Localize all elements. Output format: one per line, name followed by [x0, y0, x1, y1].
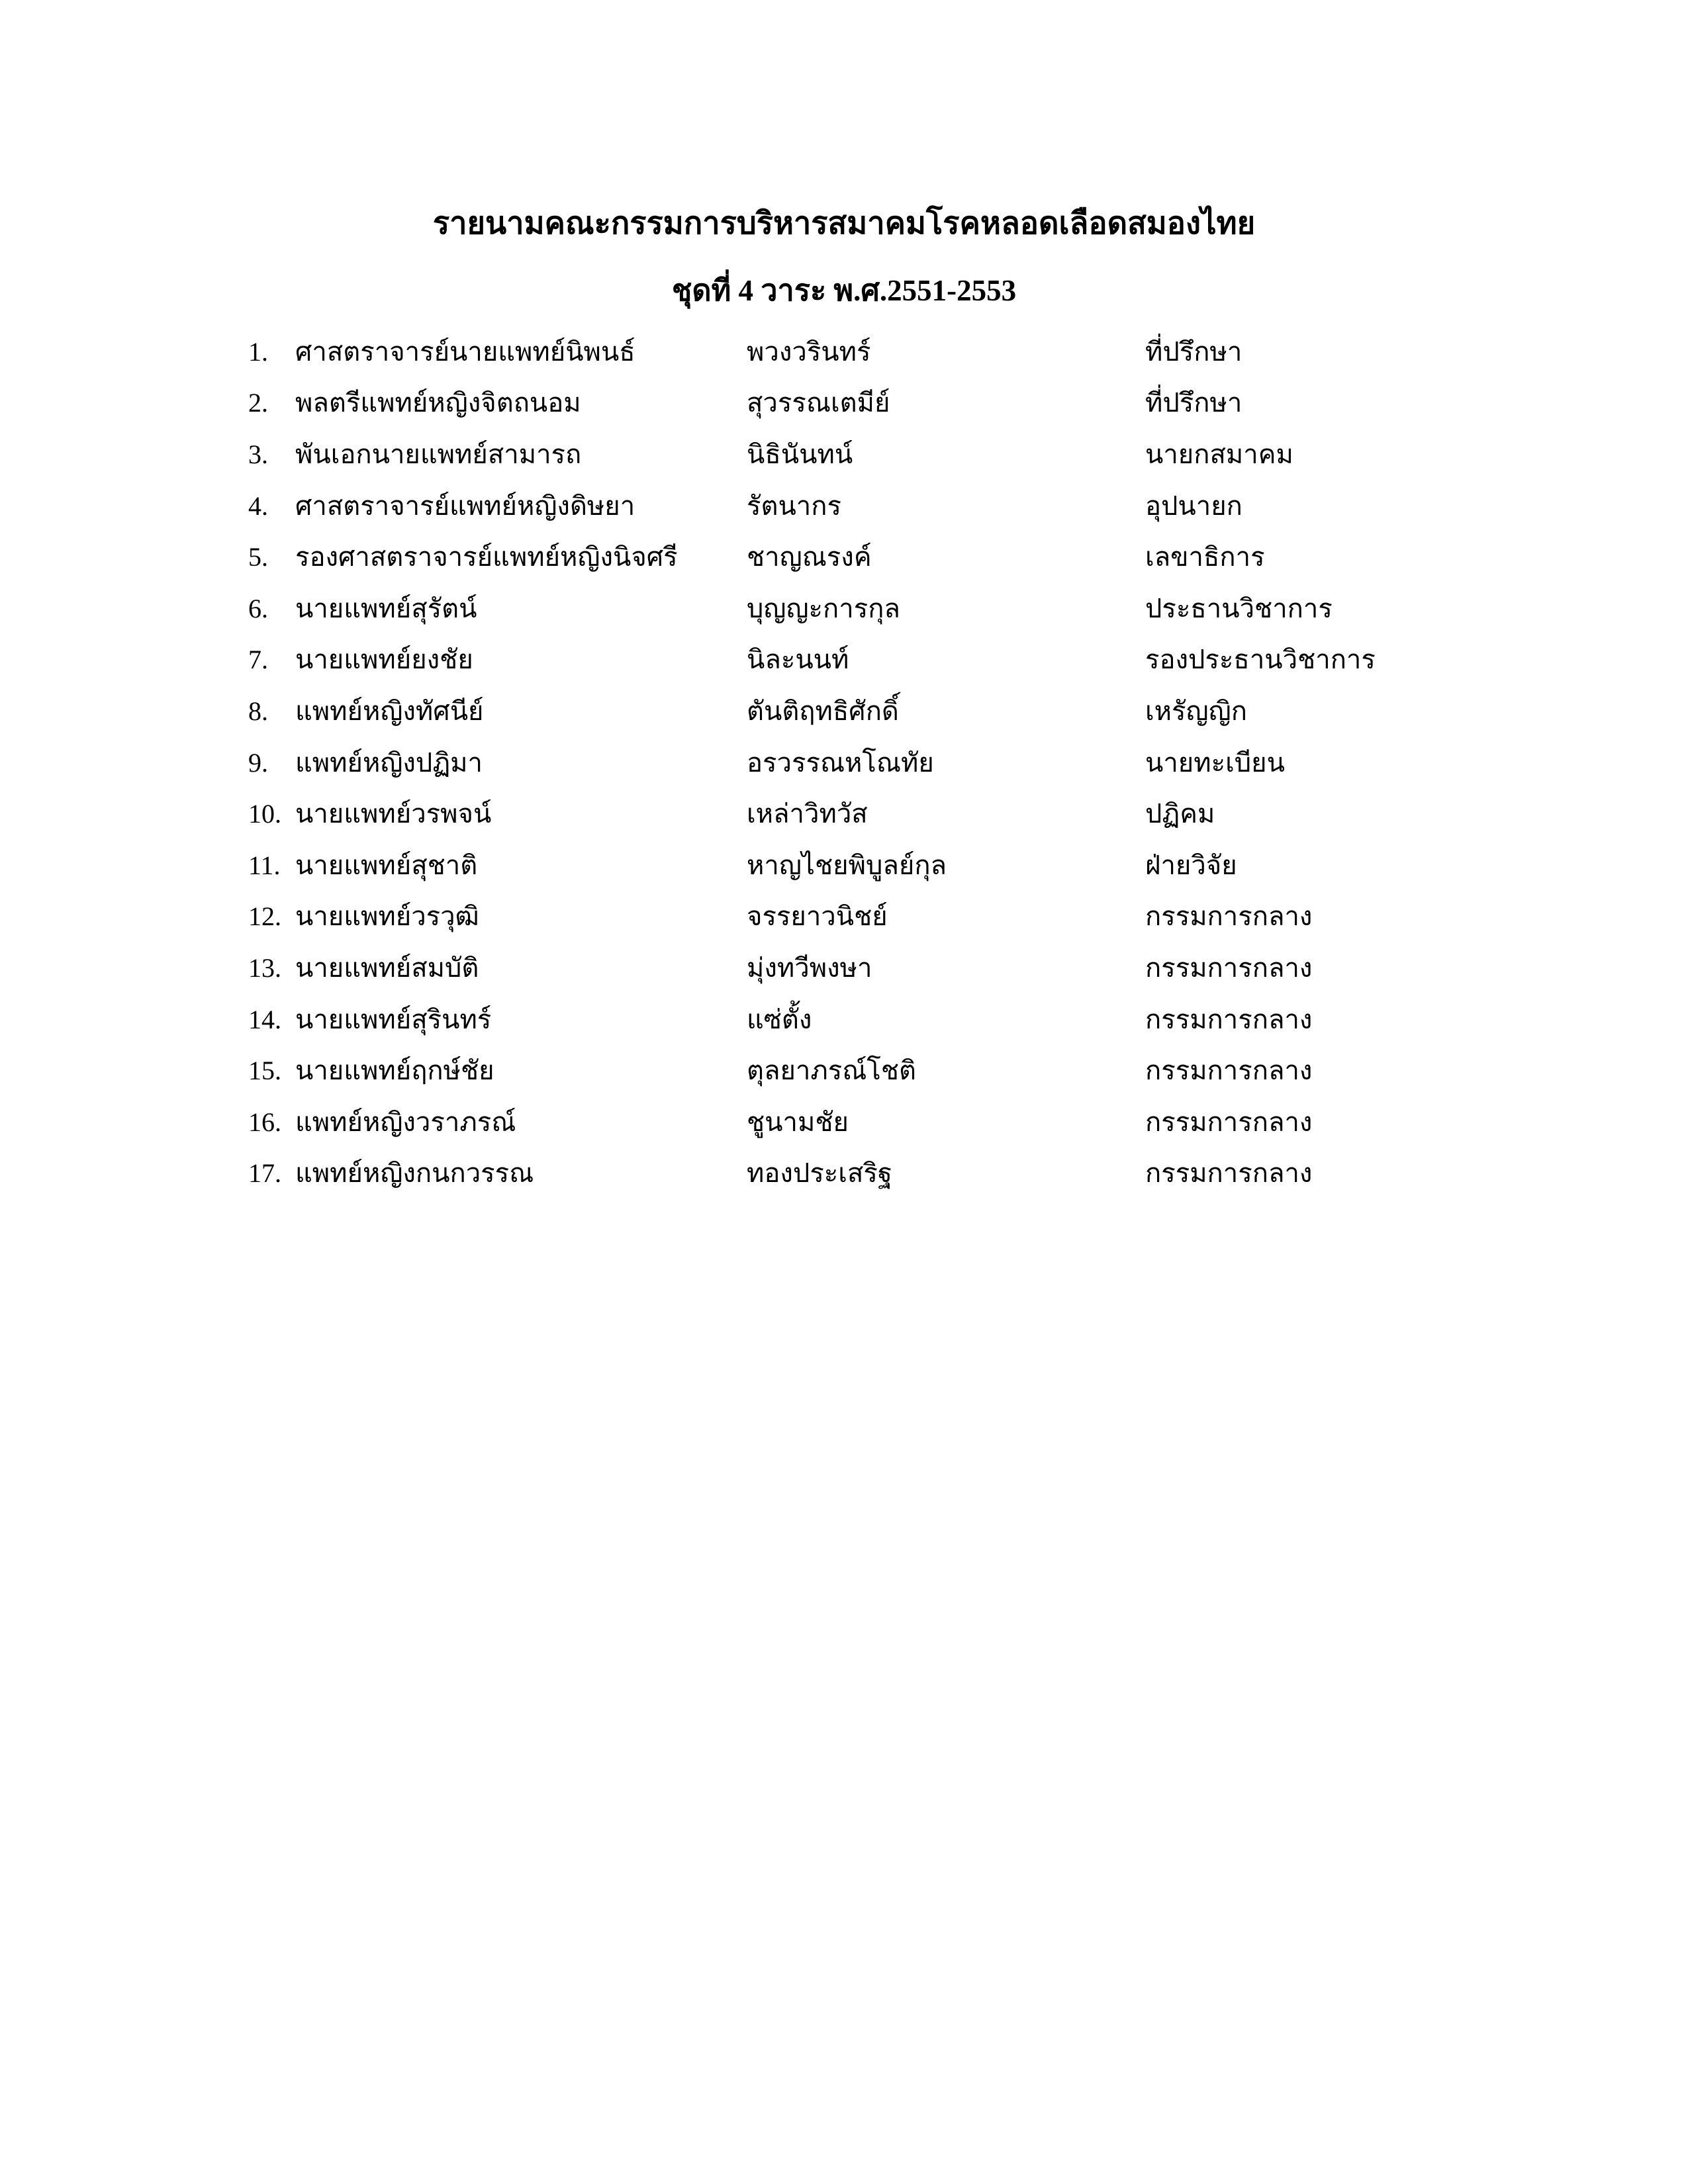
member-surname: ทองประเสริฐ [747, 1158, 892, 1189]
member-title-name: ศาสตราจารย์นายแพทย์นิพนธ์ [295, 336, 635, 367]
member-surname: เหล่าวิทวัส [747, 799, 868, 829]
member-surname: ชาญณรงค์ [747, 542, 872, 572]
member-position: กรรมการกลาง [1145, 1107, 1313, 1137]
member-surname: อรวรรณหโณทัย [747, 747, 934, 778]
member-position: นายทะเบียน [1145, 747, 1285, 778]
member-position: กรรมการกลาง [1145, 1158, 1313, 1189]
member-surname: จรรยาวนิชย์ [747, 901, 888, 932]
committee-member-list [248, 326, 1648, 1199]
member-title-name: แพทย์หญิงวราภรณ์ [295, 1107, 516, 1137]
member-number: 9. [248, 747, 268, 778]
member-number: 11. [248, 850, 281, 880]
committee-member-row [248, 994, 1648, 1046]
committee-member-row [248, 378, 1648, 430]
member-position: เหรัญญิก [1145, 696, 1247, 726]
committee-member-row [248, 686, 1648, 737]
member-title-name: นายแพทย์สมบัติ [295, 952, 479, 983]
member-position: ฝ่ายวิจัย [1145, 850, 1237, 880]
committee-member-row [248, 429, 1648, 480]
member-position: นายกสมาคม [1145, 439, 1293, 469]
member-surname: นิธินันทน์ [747, 439, 853, 469]
member-surname: หาญไชยพิบูลย์กุล [747, 850, 947, 880]
member-number: 10. [248, 799, 281, 829]
member-position: กรรมการกลาง [1145, 1004, 1313, 1034]
member-surname: สุวรรณเตมีย์ [747, 388, 890, 418]
committee-member-row [248, 635, 1648, 686]
member-title-name: พลตรีแพทย์หญิงจิตถนอม [295, 388, 581, 418]
member-title-name: นายแพทย์ฤกษ์ชัย [295, 1056, 494, 1086]
committee-member-row [248, 1097, 1648, 1148]
member-title-name: นายแพทย์สุรินทร์ [295, 1004, 492, 1034]
member-number: 14. [248, 1004, 281, 1034]
member-title-name: นายแพทย์ยงชัย [295, 645, 473, 675]
member-position: เลขาธิการ [1145, 542, 1265, 572]
committee-member-row [248, 480, 1648, 532]
committee-member-row [248, 891, 1648, 943]
member-number: 7. [248, 645, 268, 675]
member-number: 5. [248, 542, 268, 572]
member-title-name: แพทย์หญิงปฏิมา [295, 747, 483, 778]
member-surname: ตันติฤทธิศักดิ์ [747, 696, 899, 726]
committee-member-row [248, 326, 1648, 378]
member-surname: แซ่ตั้ง [747, 1004, 812, 1034]
member-surname: มุ่งทวีพงษา [747, 952, 872, 983]
member-title-name: แพทย์หญิงกนกวรรณ [295, 1158, 534, 1189]
member-number: 17. [248, 1158, 281, 1189]
member-title-name: รองศาสตราจารย์แพทย์หญิงนิจศรี [295, 542, 678, 572]
member-position: ปฏิคม [1145, 799, 1215, 829]
member-surname: ตุลยาภรณ์โชติ [747, 1056, 916, 1086]
member-position: อุปนายก [1145, 490, 1243, 521]
member-number: 12. [248, 901, 281, 932]
committee-member-row [248, 737, 1648, 789]
committee-member-row [248, 1045, 1648, 1097]
member-surname: รัตนากร [747, 490, 841, 521]
member-position: ที่ปรึกษา [1145, 336, 1243, 367]
member-position: ที่ปรึกษา [1145, 388, 1243, 418]
member-number: 16. [248, 1107, 281, 1137]
page-title: รายนามคณะกรรมการบริหารสมาคมโรคหลอดเลือดสมองไทย [432, 206, 1256, 241]
member-number: 15. [248, 1056, 281, 1086]
member-position: กรรมการกลาง [1145, 952, 1313, 983]
member-number: 8. [248, 696, 268, 726]
committee-member-row [248, 942, 1648, 994]
member-surname: ชูนามชัย [747, 1107, 849, 1137]
member-surname: บุญญะการกุล [747, 593, 900, 623]
member-title-name: นายแพทย์สุรัตน์ [295, 593, 477, 623]
committee-member-row [248, 531, 1648, 583]
member-title-name: ศาสตราจารย์แพทย์หญิงดิษยา [295, 490, 635, 521]
committee-member-row [248, 840, 1648, 891]
member-number: 6. [248, 593, 268, 623]
member-surname: พวงวรินทร์ [747, 336, 871, 367]
member-title-name: แพทย์หญิงทัศนีย์ [295, 696, 484, 726]
member-number: 2. [248, 388, 268, 418]
page-subtitle: ชุดที่ 4 วาระ พ.ศ.2551-2553 [671, 274, 1017, 307]
member-position: กรรมการกลาง [1145, 901, 1313, 932]
committee-member-row [248, 1148, 1648, 1200]
member-number: 3. [248, 439, 268, 469]
member-number: 13. [248, 952, 281, 983]
member-title-name: นายแพทย์สุชาติ [295, 850, 478, 880]
committee-member-row [248, 788, 1648, 840]
member-title-name: นายแพทย์วรวุฒิ [295, 901, 479, 932]
member-title-name: นายแพทย์วรพจน์ [295, 799, 492, 829]
member-surname: นิละนนท์ [747, 645, 849, 675]
member-position: ประธานวิชาการ [1145, 593, 1333, 623]
committee-member-row [248, 583, 1648, 635]
member-number: 4. [248, 490, 268, 521]
member-title-name: พันเอกนายแพทย์สามารถ [295, 439, 582, 469]
member-number: 1. [248, 336, 268, 367]
member-position: รองประธานวิชาการ [1145, 645, 1376, 675]
member-position: กรรมการกลาง [1145, 1056, 1313, 1086]
